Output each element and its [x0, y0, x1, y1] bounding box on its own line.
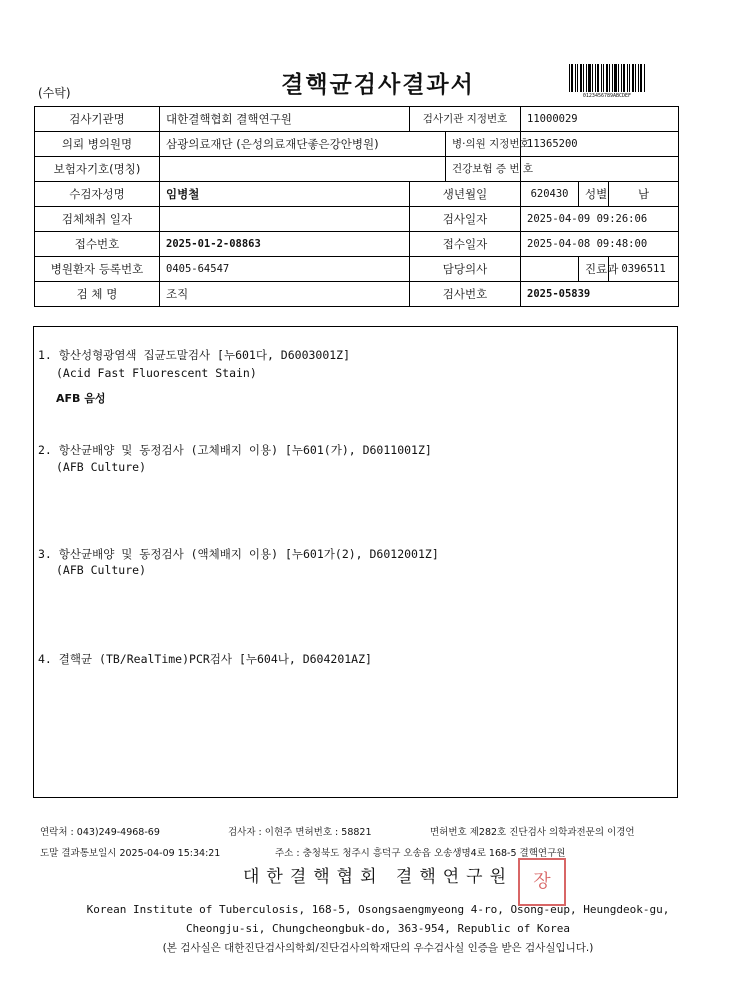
result-item-3-subtitle: (AFB Culture) — [56, 563, 147, 577]
insured — [160, 157, 446, 182]
patient-reg-label: 병원환자 등록번호 — [35, 257, 160, 282]
patient-reg-number: 0405-64547 — [160, 257, 410, 282]
doctor — [521, 257, 579, 282]
collect-date-label: 검체채취 일자 — [35, 207, 160, 232]
sex-label: 성별 — [579, 182, 609, 207]
accession-number: 2025-01-2-08863 — [160, 232, 410, 257]
collect-date — [160, 207, 410, 232]
barcode-number: 0123456789ABCDEF — [582, 93, 632, 99]
result-item-1-value: AFB 음성 — [56, 392, 106, 405]
test-no-label: 검사번호 — [410, 282, 521, 307]
health-card — [521, 157, 679, 182]
lab-id-label: 검사기관 지정번호 — [410, 107, 521, 132]
received-mark: (수탁) — [38, 86, 71, 100]
received-date-label: 접수일자 — [410, 232, 521, 257]
results-box — [33, 326, 678, 798]
health-card-label: 건강보험 증 번 호 — [446, 157, 521, 182]
doctor-label: 담당의사 — [410, 257, 521, 282]
english-address-2: Cheongju-si, Chungcheongbuk-do, 363-954, Republic of Korea — [185, 922, 571, 935]
english-address-1: Korean Institute of Tuberculosis, 168-5, Osongsaengmyeong 4-ro, Osong-eup, Heungdeok-gu, — [86, 903, 670, 916]
requester-label: 의뢰 병의원명 — [35, 132, 160, 157]
hospital-id: 11365200 — [521, 132, 679, 157]
result-item-1-title: 1. 항산성형광염색 집균도말검사 [누601다, D6003001Z] — [38, 348, 351, 362]
hospital-id-label: 병·의원 지정번호 — [446, 132, 521, 157]
report-time-line: 도말 결과통보일시 2025-04-09 15:34:21 — [40, 848, 221, 859]
specimen: 조직 — [160, 282, 410, 307]
dob: 620430 — [521, 182, 579, 207]
result-item-2-subtitle: (AFB Culture) — [56, 460, 147, 474]
result-item-4-title: 4. 결핵균 (TB/RealTime)PCR검사 [누604나, D604201AZ] — [38, 652, 372, 666]
lab-name: 대한결핵협회 결핵연구원 — [160, 107, 410, 132]
dob-label: 생년월일 — [410, 182, 521, 207]
license-line: 면허번호 제282호 진단검사 의학과전문의 이경언 — [430, 827, 635, 838]
address-line: 주소 : 충청북도 청주시 흥덕구 오송읍 오송생명4로 168-5 결핵연구원 — [275, 848, 566, 859]
examiner-line: 검사자 : 이현주 면허번호 : 58821 — [228, 827, 372, 838]
patient-name-label: 수검자성명 — [35, 182, 160, 207]
contact-line: 연락처 : 043)249-4968-69 — [40, 827, 160, 838]
test-date-label: 검사일자 — [410, 207, 521, 232]
specimen-label: 검 체 명 — [35, 282, 160, 307]
dept: 0396511 — [609, 257, 679, 282]
result-item-2-title: 2. 항산균배양 및 동정검사 (고체배지 이용) [누601(가), D6011001Z] — [38, 443, 432, 457]
certification-note: (본 검사실은 대한진단검사의학회/진단검사의학재단의 우수검사실 인증을 받은 검사실입니다.) — [162, 942, 594, 954]
document-title: 결핵균검사결과서 — [281, 72, 475, 98]
patient-info-table — [34, 106, 679, 307]
patient-name: 임병철 — [160, 182, 410, 207]
dept-label: 진료과 — [579, 257, 609, 282]
institute-name: 대한결핵협회 결핵연구원 — [242, 867, 514, 887]
received-date: 2025-04-08 09:48:00 — [521, 232, 679, 257]
barcode — [568, 64, 646, 92]
result-item-1-subtitle: (Acid Fast Fluorescent Stain) — [56, 366, 257, 380]
lab-name-label: 검사기관명 — [35, 107, 160, 132]
lab-id: 11000029 — [521, 107, 679, 132]
official-seal: 장 — [518, 858, 566, 906]
accession-label: 접수번호 — [35, 232, 160, 257]
test-number: 2025-05839 — [521, 282, 679, 307]
sex: 남 — [609, 182, 679, 207]
insured-label: 보험자기호(명칭) — [35, 157, 160, 182]
result-item-3-title: 3. 항산균배양 및 동정검사 (액체배지 이용) [누601가(2), D6012001Z] — [38, 547, 439, 561]
requester: 삼광의료재단 (은성의료재단좋은강안병원) — [160, 132, 446, 157]
test-date: 2025-04-09 09:26:06 — [521, 207, 679, 232]
